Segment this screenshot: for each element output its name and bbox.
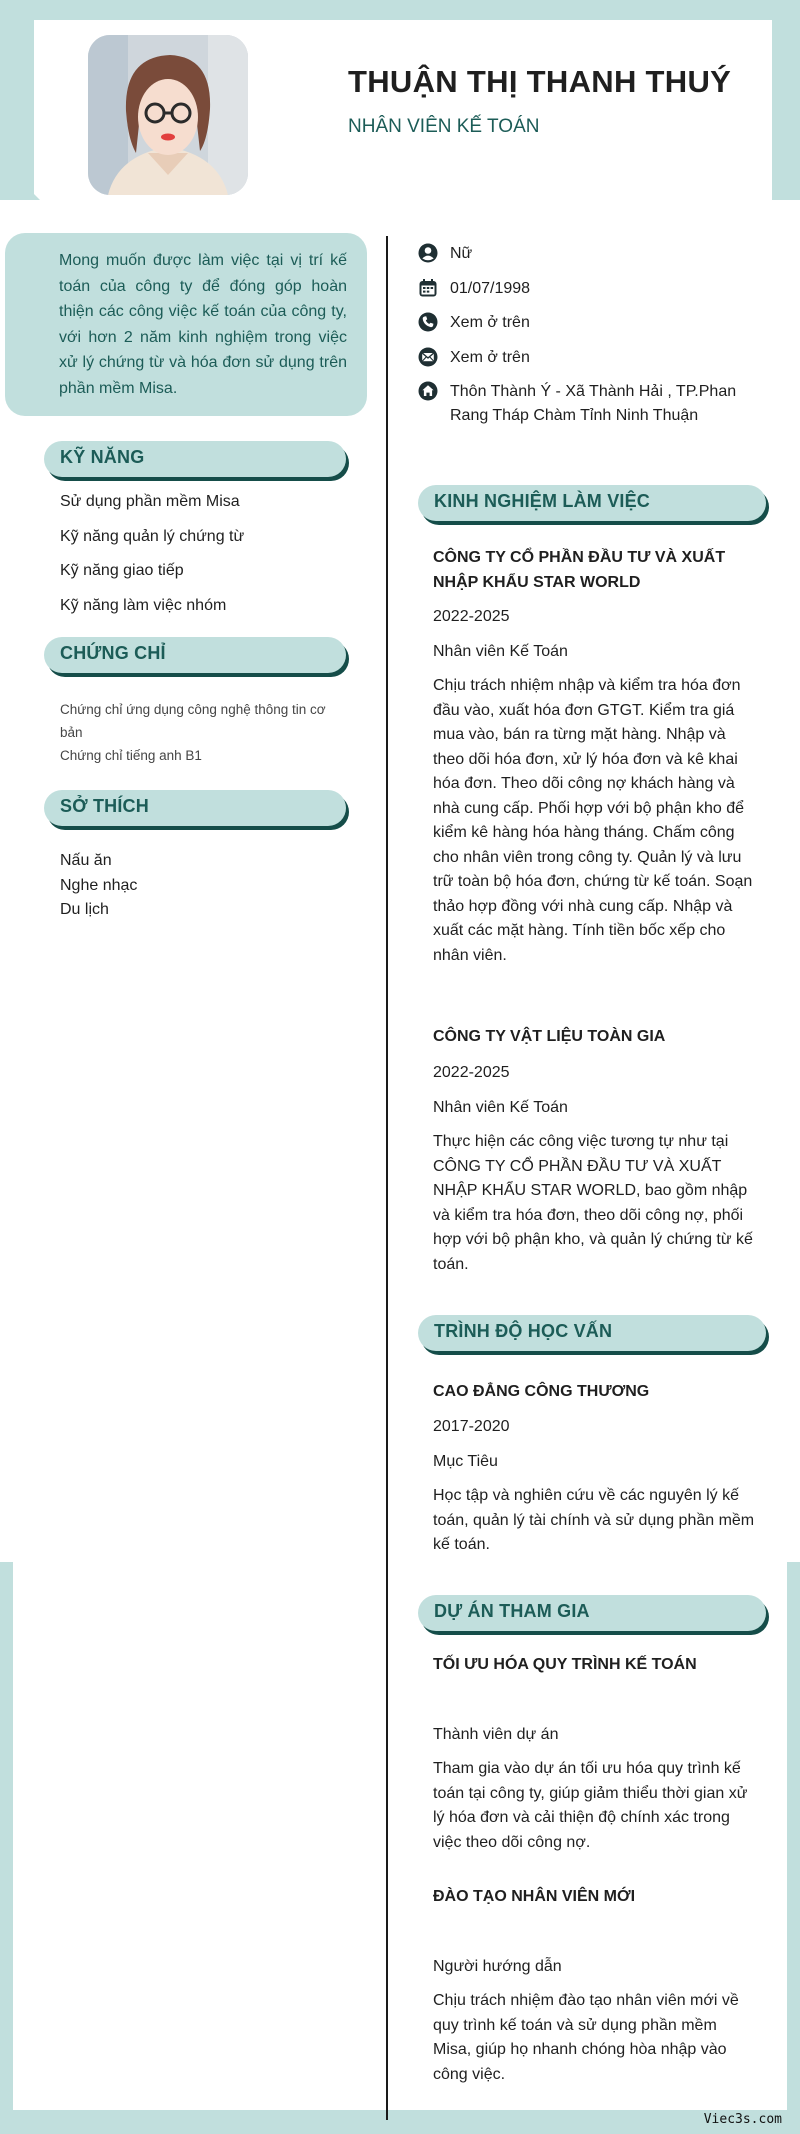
calendar-icon	[418, 278, 438, 298]
project-name: ĐÀO TẠO NHÂN VIÊN MỚI	[433, 1888, 636, 1905]
column-divider	[386, 236, 388, 2120]
gender-value: Nữ	[450, 245, 473, 262]
description: Học tập và nghiên cứu về các nguyên lý kế toán, quản lý tài chính và sử dụng phần mềm kế toán.	[433, 1487, 755, 1553]
description: Tham gia vào dự án tối ưu hóa quy trình kế toán tại công ty, giúp giảm thiểu thời gian xử lý hóa đơn và cải thiện độ chính xác trong việc theo dõi công nợ.	[433, 1760, 748, 1851]
period: 2022-2025	[433, 608, 510, 625]
phone-icon	[418, 312, 438, 332]
list-item: Kỹ năng quản lý chứng từ	[60, 527, 245, 545]
skills-list	[60, 490, 360, 628]
projects-heading: DỰ ÁN THAM GIA	[418, 1595, 766, 1631]
objective-box	[5, 233, 367, 416]
avatar	[88, 35, 248, 195]
mail-icon	[418, 347, 438, 367]
list-item: Nấu ăn	[60, 852, 112, 869]
top-right-decor	[772, 0, 800, 200]
description: Thực hiện các công việc tương tự như tại CÔNG TY CỔ PHẦN ĐẦU TƯ VÀ XUẤT NHẬP KHẨU STAR WORLD, bao gồm nhập và kiểm tra hóa đơn, theo dõi công nợ, phối hợp với bộ phận kho, và quản lý chứng từ kế toán.	[433, 1133, 753, 1273]
company-name: CÔNG TY CỔ PHẦN ĐẦU TƯ VÀ XUẤT NHẬP KHẨU STAR WORLD	[433, 549, 726, 591]
candidate-name: THUẬN THỊ THANH THUÝ	[348, 64, 732, 99]
list-item: Sử dụng phần mềm Misa	[60, 493, 240, 510]
phone-row	[418, 311, 758, 346]
experience-item	[433, 545, 755, 968]
bottom-left-decor	[0, 1562, 13, 2134]
description: Chịu trách nhiệm nhập và kiểm tra hóa đơn đầu vào, xuất hóa đơn GTGT. Kiểm tra giá mua vào, bán ra từng mặt hàng. Nhập và theo dõi hóa đơn, xử lý hóa đơn và kê khai hóa đơn. Theo dõi công nợ khách hàng và nhà cung cấp. Phối hợp với bộ phận kho để kiểm kê hàng hóa hàng tháng. Chấm công cho nhân viên trong công ty. Quản lý và lưu trữ toàn bộ hóa đơn, chứng từ kế toán. Soạn thảo hợp đồng với nhà cung cấp. Nhập và xuất các mặt hàng. Tính tiền bốc xếp cho nhân viên.	[433, 677, 753, 964]
period: 2017-2020	[433, 1418, 510, 1435]
address-row	[418, 380, 758, 428]
watermark: Viec3s.com	[703, 2112, 782, 2127]
list-item: Kỹ năng làm việc nhóm	[60, 596, 227, 614]
role: Nhân viên Kế Toán	[433, 1099, 568, 1116]
bottom-right-decor	[787, 1562, 800, 2134]
email-value: Xem ở trên	[450, 348, 530, 366]
certificates-heading: CHỨNG CHỈ	[44, 637, 346, 673]
corner-decor	[0, 160, 40, 200]
role: Người hướng dẫn	[433, 1958, 562, 1975]
email-row	[418, 346, 758, 381]
objective-text: Mong muốn được làm việc tại vị trí kế toán của công ty để đóng góp hoàn thiện các công việc kế toán của công ty, với hơn 2 năm kinh nghiệm trong việc xử lý chứng từ và hóa đơn sử dụng trên phần mềm Misa.	[59, 252, 347, 397]
experience-item	[433, 1024, 755, 1277]
education-item	[433, 1379, 755, 1558]
list-item: Nghe nhạc	[60, 876, 138, 894]
experience-heading: KINH NGHIỆM LÀM VIỆC	[418, 485, 766, 521]
hobbies-heading: SỞ THÍCH	[44, 790, 346, 826]
description: Chịu trách nhiệm đào tạo nhân viên mới về quy trình kế toán và sử dụng phần mềm Misa, giúp họ nhanh chóng hòa nhập vào công việc.	[433, 1992, 739, 2083]
project-item	[433, 1652, 755, 1855]
birthday-row	[418, 277, 758, 312]
list-item: Chứng chỉ ứng dụng công nghệ thông tin cơ bản	[60, 702, 326, 740]
phone-value: Xem ở trên	[450, 314, 530, 331]
home-icon	[418, 381, 438, 401]
list-item: Chứng chỉ tiếng anh B1	[60, 748, 202, 763]
role: Thành viên dự án	[433, 1726, 559, 1743]
job-title: NHÂN VIÊN KẾ TOÁN	[348, 116, 540, 137]
list-item: Du lịch	[60, 901, 109, 918]
list-item: Kỹ năng giao tiếp	[60, 562, 184, 579]
education-label: Mục Tiêu	[433, 1453, 498, 1470]
user-icon	[418, 243, 438, 263]
role: Nhân viên Kế Toán	[433, 643, 568, 660]
address-value: Thôn Thành Ý - Xã Thành Hải , TP.Phan Rang Tháp Chàm Tỉnh Ninh Thuận	[450, 383, 737, 424]
period: 2022-2025	[433, 1064, 510, 1081]
top-decor-band	[0, 0, 800, 20]
skills-heading: KỸ NĂNG	[44, 441, 346, 477]
hobbies-list	[60, 849, 350, 923]
contact-info	[418, 242, 758, 428]
company-name: CÔNG TY VẬT LIỆU TOÀN GIA	[433, 1028, 666, 1045]
avatar-photo	[88, 35, 248, 195]
project-item	[433, 1884, 755, 2087]
school-name: CAO ĐẲNG CÔNG THƯƠNG	[433, 1383, 650, 1400]
certificates-list	[60, 698, 350, 767]
gender-row	[418, 242, 758, 277]
education-heading: TRÌNH ĐỘ HỌC VẤN	[418, 1315, 766, 1351]
birthday-value: 01/07/1998	[450, 279, 531, 297]
project-name: TỐI ƯU HÓA QUY TRÌNH KẾ TOÁN	[433, 1656, 697, 1673]
